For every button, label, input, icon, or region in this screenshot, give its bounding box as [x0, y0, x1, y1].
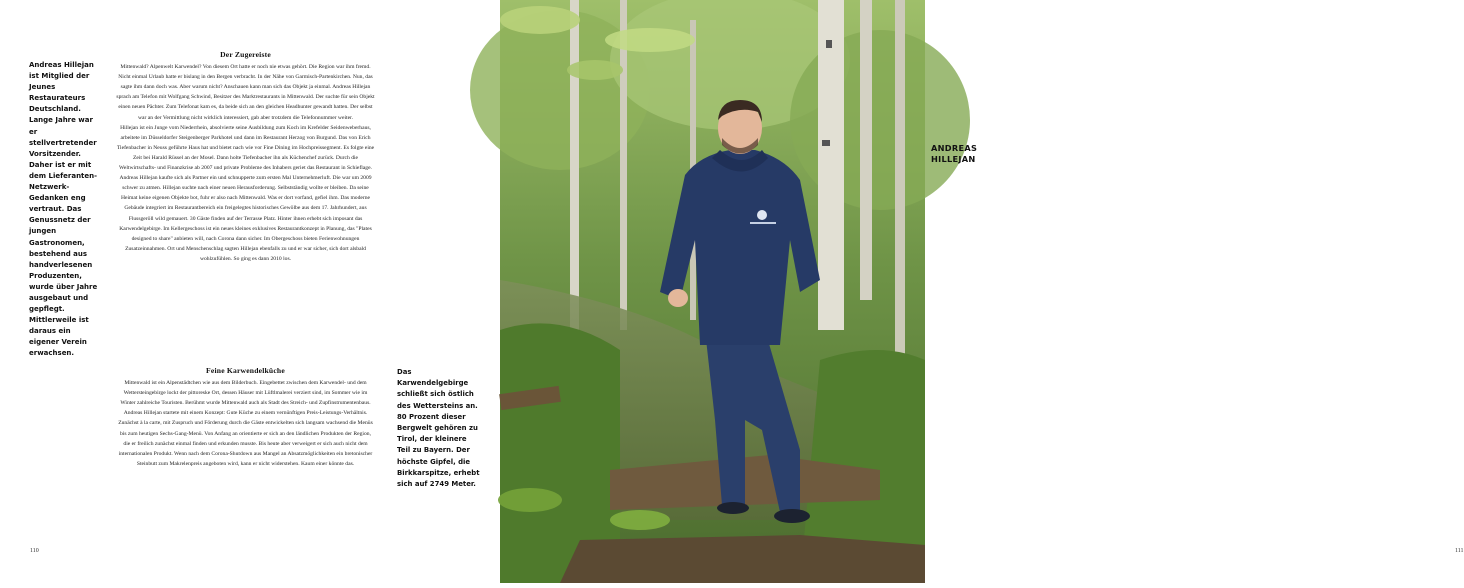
portrait-name-label: ANDREAS HILLEJAN	[931, 143, 978, 164]
body-paragraph: Hillejan ist ein Junge vom Niederrhein, absolvierte seine Ausbildung zum Koch im Krefelder Seidenweberhaus, arbeitete im Düsseldorfer Steigenberger Parkhotel und dann im Restaurant Herzog von Burgund. Das von Erich Tiefenbacher in Neuss geführte Haus hat und bietet nach wie vor Fine Dining im Hochpreissegment. Es folgte eine Zeit bei Harald Rüssel an der Mosel. Dann holte Tiefenbacher ihn als Küchenchef zurück. Durch die Weltwirtschafts- und Finanzkrise ab 2007 und private Probleme des Inhabers geriet das Restaurant in Schieflage. Andreas Hillejan kaufte sich als Partner ein und schnupperte zum ersten Mal Unternehmerluft. Die war um 2009 schwer zu atmen. Hillejan suchte nach einer neuen Herausforderung. Selbstständig wollte er bleiben. Da seine Heimat keine eigenen Objekte bot, fuhr er also nach Mittenwald. Was er dort vorfand, gefiel ihm. Das moderne Gebäude integriert im Restaurantbereich ein freigelegtes historisches Gewölbe aus dem 17. Jahrhundert, aus Flussgeröll wild gemauert. 30 Gäste finden auf der Terrasse Platz. Hinter ihnen erhebt sich imposant das Karwendelgebirge. Im Kellergeschoss ist ein neues kleines exklusives Restaurantkonzept in Planung, das "Plates designed to share" anbieten will, nach Corona dann sicher. Im Obergeschoss bieten Ferienwohnungen Zusatzeinnahmen. Ort und Menschenschlag sagten Hillejan ebenfalls zu und er war sicher, sich dort alsbald wohlzufühlen. So ging es dann 2010 los.	[116, 124, 375, 262]
right-page	[500, 0, 1464, 583]
section-feine-karwendelkueche	[116, 366, 375, 469]
page-number-right: 111	[1455, 548, 1464, 554]
body-paragraph: Mittenwald? Alpenwelt Karwendel? Von diesem Ort hatte er noch nie etwas gehört. Die Region war ihm fremd. Nicht einmal Urlaub hatte er bislang in den Bergen verbracht. In der Nähe von Garmisch-Partenkirchen. Nun, das sagte ihm dann doch was. Aber warum nicht? Anschauen kann man sich das Objekt ja einmal. Andreas Hillejan sprach am Telefon mit Wolfgang Schwind, Besitzer des Marktrestaurants in Mittenwald. Der suchte für sein Objekt einen neuen Pächter. Zum Telefonat kam es, da beide sich an den gleichen Headhunter gewandt hatten. Der selbst war an der Vermittlung nicht wirklich interessiert, gab aber trotzdem die Telefonnummer weiter.	[116, 64, 375, 121]
section-heading: Der Zugereiste	[220, 50, 271, 59]
sidebar-text: Andreas Hillejan ist Mitglied der Jeunes Restaurateurs Deutschland. Lange Jahre war er stellvertretender Vorsitzender. Daher ist er mit dem Lieferanten-Netzwerk-Gedanken eng vertraut. Das Genussnetz der jungen Gastronomen, bestehend aus handverlesenen Produzenten, wurde über Jahre ausgebaut und gepflegt. Mittlerweile ist daraus ein eigener Verein erwachsen.	[29, 61, 98, 358]
body-paragraph: Andreas Hillejan startete mit einem Konzept: Gute Küche zu einem vernünftigen Preis-Leistungs-Verhältnis. Zunächst à la carte, mit Zuspruch und Förderung durch die Gäste entwickelten sich langsam wachsend die Menüs bis zum heutigen Sechs-Gang-Menü. Von Anfang an orientierte er sich an den ländlichen Produkten der Region, die er freilich zunächst einmal finden und erkunden musste. Bis heute aber verweigert er sich auch nicht dem internationalen Produkt. Wenn nach dem Corona-Shutdown aus Mangel an Absatzmöglichkeiten ein bretonischer Steinbutt zum Makrelenpreis angeboten wird, kann er nicht widerstehen. Kaum einer könnte das.	[118, 410, 373, 467]
body-paragraph: Mittenwald ist ein Alpenstädtchen wie aus dem Bilderbuch. Eingebettet zwischen dem Karwendel- und dem Wettersteingebirge lockt der pittoreske Ort, dessen Häuser mit Lüftlmalerei verziert sind, im Sommer wie im Winter zahlreiche Touristen. Berühmt wurde Mittenwald auch als Stadt des Streich- und Zupfinstrumentenbaus.	[120, 380, 371, 407]
left-page	[0, 0, 500, 583]
page-number-left: 110	[30, 548, 39, 554]
portrait-photo	[500, 0, 925, 583]
photo-caption: Das Karwendelgebirge schließt sich östlich des Wettersteins an. 80 Prozent dieser Bergwelt gehören zu Tirol, der kleinere Teil zu Bayern. Der höchste Gipfel, die Birkkarspitze, erhebt sich auf 2749 Meter.	[397, 368, 480, 489]
portrait-photo-illustration	[500, 0, 925, 583]
section-der-zugereiste	[116, 50, 375, 264]
section-heading: Feine Karwendelküche	[206, 366, 285, 375]
